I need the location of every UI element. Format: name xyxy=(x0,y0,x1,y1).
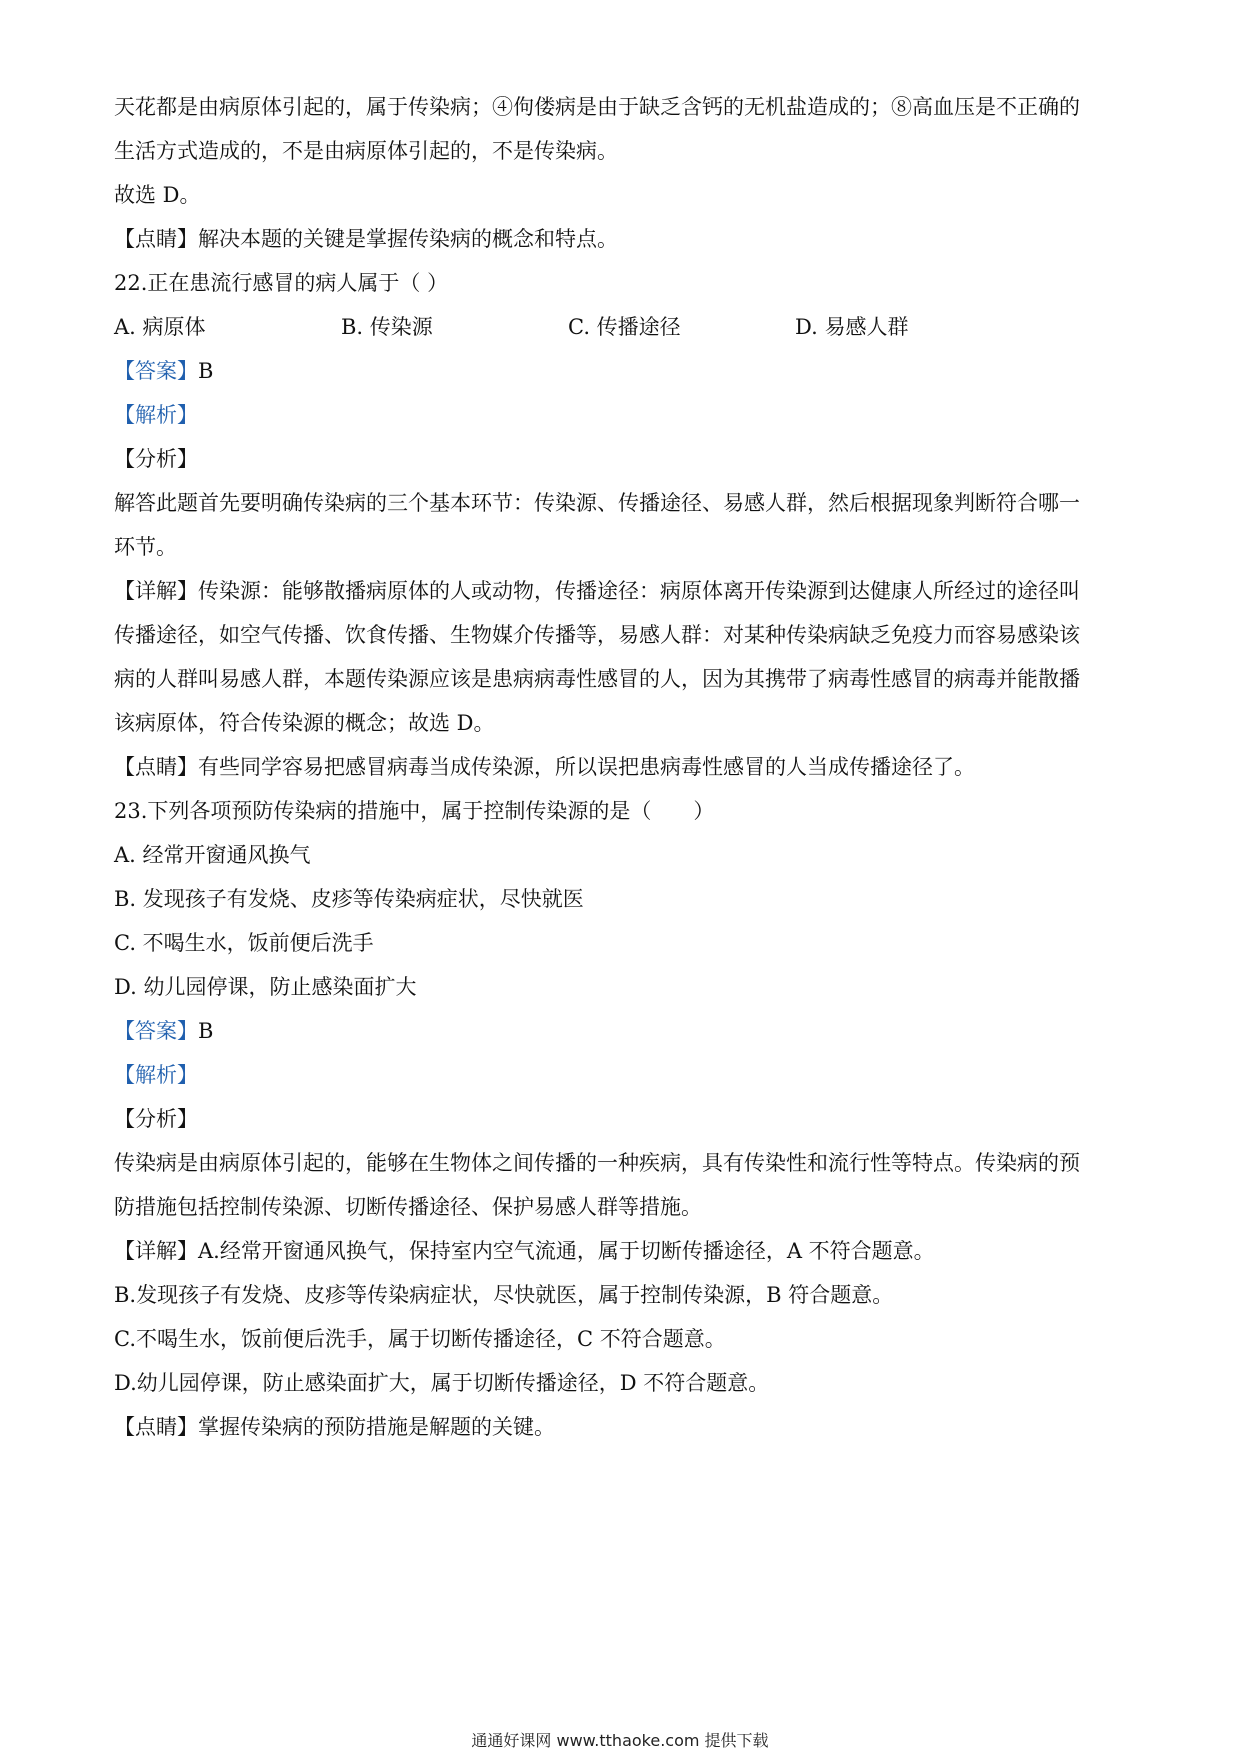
detail-line-22 xyxy=(114,576,1134,606)
analysis-tag-23: 【解析】 xyxy=(114,1063,198,1087)
option-a: A. 病原体 xyxy=(114,315,206,339)
detail-text: 传染源：能够散播病原体的人或动物，传播途径：病原体离开传染源到达健康人所经过的途径叫 xyxy=(198,579,1080,603)
option-d: D. 幼儿园停课，防止感染面扩大 xyxy=(114,975,417,999)
answer-value: B xyxy=(198,1019,214,1043)
answer-line-23 xyxy=(114,1016,1134,1046)
fenxi-tag-22: 【分析】 xyxy=(114,447,198,471)
tip-tag: 【点睛】 xyxy=(114,755,198,779)
page-footer: 通通好课网 www.tthaoke.com 提供下载 xyxy=(471,1731,769,1750)
paragraph-line: C.不喝生水，饭前便后洗手，属于切断传播途径，C 不符合题意。 xyxy=(114,1327,726,1351)
paragraph-line: 病的人群叫易感人群，本题传染源应该是患病病毒性感冒的人，因为其携带了病毒性感冒的病毒并能散播 xyxy=(114,667,1080,691)
tip-tag: 【点睛】 xyxy=(114,1415,198,1439)
option-a: A. 经常开窗通风换气 xyxy=(114,843,311,867)
paragraph-line: 环节。 xyxy=(114,535,177,559)
paragraph-line: 生活方式造成的，不是由病原体引起的，不是传染病。 xyxy=(114,139,618,163)
question-stem-23: 23.下列各项预防传染病的措施中，属于控制传染源的是（ ） xyxy=(114,799,715,823)
answer-value: B xyxy=(198,359,214,383)
paragraph-line: 天花都是由病原体引起的，属于传染病；④佝偻病是由于缺乏含钙的无机盐造成的；⑧高血压是不正确的 xyxy=(114,95,1080,119)
tip-line-23 xyxy=(114,1412,1134,1442)
paragraph-line: 该病原体，符合传染源的概念；故选 D。 xyxy=(114,711,495,735)
fenxi-tag-23: 【分析】 xyxy=(114,1107,198,1131)
tip-line xyxy=(114,224,1134,254)
option-c: C. 不喝生水，饭前便后洗手 xyxy=(114,931,374,955)
answer-tag: 【答案】 xyxy=(114,1019,198,1043)
paragraph-line: B.发现孩子有发烧、皮疹等传染病症状，尽快就医，属于控制传染源，B 符合题意。 xyxy=(114,1283,894,1307)
tip-line-22 xyxy=(114,752,1134,782)
analysis-tag-22: 【解析】 xyxy=(114,403,198,427)
options-row-22 xyxy=(114,312,1134,342)
paragraph-line: D.幼儿园停课，防止感染面扩大，属于切断传播途径，D 不符合题意。 xyxy=(114,1371,770,1395)
tip-tag: 【点睛】 xyxy=(114,227,198,251)
answer-line-22 xyxy=(114,356,1134,386)
option-c: C. 传播途径 xyxy=(568,315,681,339)
detail-tag: 【详解】 xyxy=(114,579,198,603)
tip-text: 解决本题的关键是掌握传染病的概念和特点。 xyxy=(198,227,618,251)
detail-text: A.经常开窗通风换气，保持室内空气流通，属于切断传播途径，A 不符合题意。 xyxy=(198,1239,935,1263)
option-b: B. 传染源 xyxy=(341,315,433,339)
option-b: B. 发现孩子有发烧、皮疹等传染病症状，尽快就医 xyxy=(114,887,584,911)
tip-text: 有些同学容易把感冒病毒当成传染源，所以误把患病毒性感冒的人当成传播途径了。 xyxy=(198,755,975,779)
answer-line: 故选 D。 xyxy=(114,183,201,207)
paragraph-line: 传播途径，如空气传播、饮食传播、生物媒介传播等，易感人群：对某种传染病缺乏免疫力而容易感染该 xyxy=(114,623,1080,647)
paragraph-line: 防措施包括控制传染源、切断传播途径、保护易感人群等措施。 xyxy=(114,1195,702,1219)
detail-tag: 【详解】 xyxy=(114,1239,198,1263)
tip-text: 掌握传染病的预防措施是解题的关键。 xyxy=(198,1415,555,1439)
question-stem-22: 22.正在患流行感冒的病人属于（ ） xyxy=(114,271,449,295)
paragraph-line: 解答此题首先要明确传染病的三个基本环节：传染源、传播途径、易感人群，然后根据现象判断符合哪一 xyxy=(114,491,1080,515)
option-d: D. 易感人群 xyxy=(795,315,909,339)
detail-line-23 xyxy=(114,1236,1134,1266)
paragraph-line: 传染病是由病原体引起的，能够在生物体之间传播的一种疾病，具有传染性和流行性等特点。传染病的预 xyxy=(114,1151,1080,1175)
answer-tag: 【答案】 xyxy=(114,359,198,383)
